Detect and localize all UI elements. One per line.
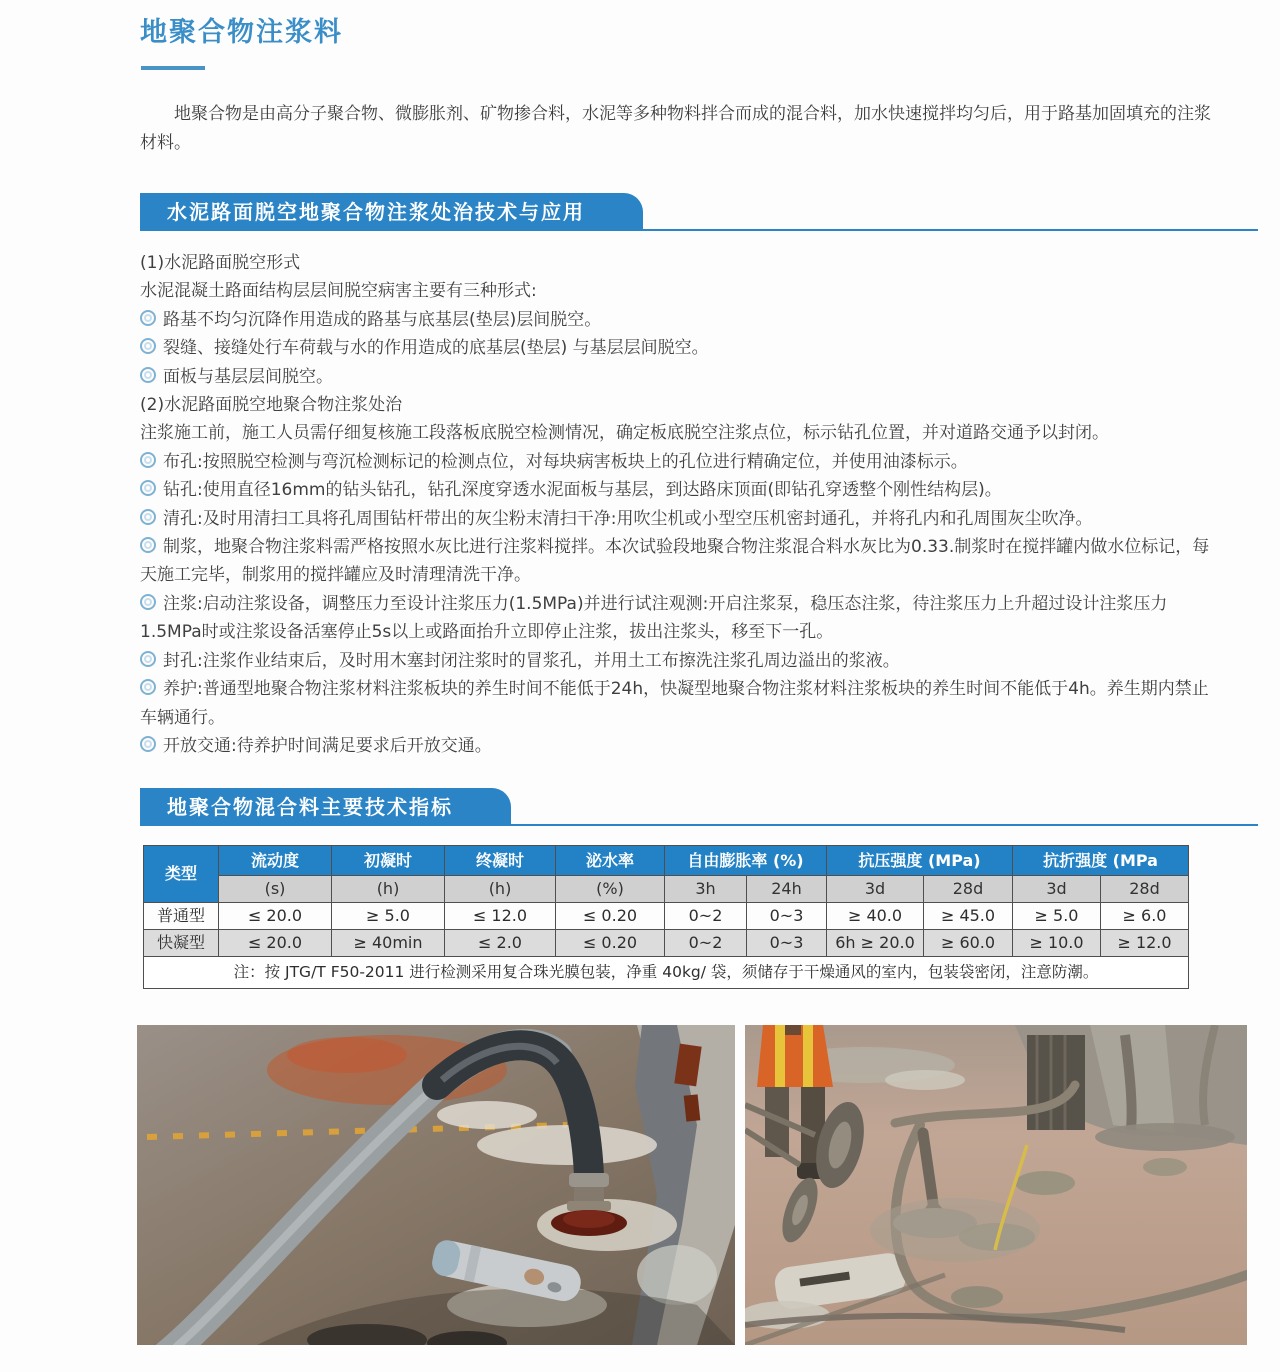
body-paragraph: 路基不均匀沉降作用造成的路基与底基层(垫层)层间脱空。: [140, 306, 1212, 334]
body-paragraph: (2)水泥路面脱空地聚合物注浆处治: [140, 395, 403, 416]
value-cell: ≥ 6.0: [1101, 903, 1189, 930]
value-cell: ≥ 5.0: [1013, 903, 1101, 930]
ring-bullet-icon: [140, 594, 156, 610]
value-cell: 0~3: [747, 903, 827, 930]
body-paragraph: (1)水泥路面脱空形式: [140, 253, 301, 273]
body-paragraph: 注浆:启动注浆设备，调整压力至设计注浆压力(1.5MPa)并进行试注观测:开启注浆泵，稳压态注浆，待注浆压力上升超过设计注浆压力1.5MPa时或注浆设备活塞停止5s以上或路面抬升立即停止注浆，拔出注浆头，移至下一孔。: [140, 593, 1168, 643]
section1-banner-line: [643, 229, 1258, 231]
value-cell: ≥ 40min: [332, 930, 445, 957]
col-subheader: (%): [556, 876, 665, 903]
ring-bullet-icon: [140, 480, 156, 496]
body-paragraph: 注浆施工前，施工人员需仔细复核施工段落板底脱空检测情况，确定板底脱空注浆点位，标示钻孔位置，并对道路交通予以封闭。: [140, 423, 1109, 444]
value-cell: ≤ 12.0: [445, 903, 556, 930]
section1-body: [140, 249, 1212, 760]
col-subheader: 3d: [1013, 876, 1101, 903]
col-subheader: (h): [445, 876, 556, 903]
ring-bullet-icon: [140, 338, 156, 354]
body-paragraph: 封孔:注浆作业结束后，及时用木塞封闭注浆时的冒浆孔，并用土工布擦洗注浆孔周边溢出的浆液。: [140, 647, 1212, 675]
value-cell: ≤ 0.20: [556, 930, 665, 957]
col-subheader: 24h: [747, 876, 827, 903]
ring-bullet-icon: [140, 736, 156, 752]
value-cell: 0~2: [665, 930, 747, 957]
body-paragraph: 开放交通:待养护时间满足要求后开放交通。: [140, 732, 1212, 760]
value-cell: 0~3: [747, 930, 827, 957]
value-cell: ≥ 45.0: [924, 903, 1013, 930]
col-header: 泌水率: [556, 846, 665, 876]
col-header: 自由膨胀率 (%): [665, 846, 827, 876]
col-header: 初凝时: [332, 846, 445, 876]
value-cell: ≤ 2.0: [445, 930, 556, 957]
section2-banner-row: [140, 788, 1258, 826]
value-cell: ≥ 12.0: [1101, 930, 1189, 957]
col-subheader: (h): [332, 876, 445, 903]
col-subheader: 28d: [1101, 876, 1189, 903]
col-subheader: (s): [219, 876, 332, 903]
col-subheader: 3d: [827, 876, 924, 903]
value-cell: 6h ≥ 20.0: [827, 930, 924, 957]
col-header-type: 类型: [144, 846, 219, 903]
value-cell: ≥ 40.0: [827, 903, 924, 930]
body-paragraph: 钻孔:使用直径16mm的钻头钻孔，钻孔深度穿透水泥面板与基层，到达路床顶面(即钻孔穿透整个刚性结构层)。: [140, 476, 1212, 504]
col-header: 流动度: [219, 846, 332, 876]
col-header: 终凝时: [445, 846, 556, 876]
ring-bullet-icon: [140, 452, 156, 468]
value-cell: ≥ 60.0: [924, 930, 1013, 957]
col-subheader: 28d: [924, 876, 1013, 903]
row-type: 快凝型: [144, 930, 219, 957]
body-paragraph: 清孔:及时用清扫工具将孔周围钻杆带出的灰尘粉末清扫干净:用吹尘机或小型空压机密封通孔，并将孔内和孔周围灰尘吹净。: [140, 505, 1212, 533]
title-underline: [141, 66, 205, 70]
col-header: 抗压强度 (MPa): [827, 846, 1013, 876]
ring-bullet-icon: [140, 367, 156, 383]
ring-bullet-icon: [140, 509, 156, 525]
section2-banner-line: [511, 824, 1258, 826]
value-cell: ≥ 5.0: [332, 903, 445, 930]
body-paragraph: 布孔:按照脱空检测与弯沉检测标记的检测点位，对每块病害板块上的孔位进行精确定位，并使用油漆标示。: [140, 448, 1212, 476]
ring-bullet-icon: [140, 310, 156, 326]
spec-table: [143, 845, 1189, 989]
section2-heading: 地聚合物混合料主要技术指标: [140, 788, 511, 826]
page-title: 地聚合物注浆料: [140, 17, 343, 48]
value-cell: ≤ 0.20: [556, 903, 665, 930]
body-paragraph: 制浆，地聚合物注浆料需严格按照水灰比进行注浆料搅拌。本次试验段地聚合物注浆混合料水灰比为0.33.制浆时在搅拌罐内做水位标记，每天施工完毕，制浆用的搅拌罐应及时清理清洗干净。: [140, 537, 1210, 586]
value-cell: ≤ 20.0: [219, 930, 332, 957]
table-note: 注：按 JTG/T F50-2011 进行检测采用复合珠光膜包装，净重 40kg/ 袋，须储存于干燥通风的室内，包装袋密闭，注意防潮。: [144, 957, 1189, 989]
construction-site-photo: [745, 1025, 1247, 1345]
section1-banner-row: [140, 193, 1258, 231]
body-paragraph: 面板与基层层间脱空。: [140, 363, 1212, 391]
row-type: 普通型: [144, 903, 219, 930]
body-paragraph: 水泥混凝土路面结构层层间脱空病害主要有三种形式:: [140, 281, 537, 302]
grouting-hose-photo: [137, 1025, 735, 1345]
col-subheader: 3h: [665, 876, 747, 903]
body-paragraph: 养护:普通型地聚合物注浆材料注浆板块的养生时间不能低于24h，快凝型地聚合物注浆材料注浆板块的养生时间不能低于4h。养生期内禁止车辆通行。: [140, 679, 1209, 728]
ring-bullet-icon: [140, 537, 156, 553]
ring-bullet-icon: [140, 679, 156, 695]
value-cell: ≤ 20.0: [219, 903, 332, 930]
section1-heading: 水泥路面脱空地聚合物注浆处治技术与应用: [140, 193, 643, 231]
intro-paragraph: 地聚合物是由高分子聚合物、微膨胀剂、矿物掺合料，水泥等多种物料拌合而成的混合料，加水快速搅拌均匀后，用于路基加固填充的注浆材料。: [140, 104, 1211, 153]
col-header: 抗折强度 (MPa: [1013, 846, 1189, 876]
body-paragraph: 裂缝、接缝处行车荷载与水的作用造成的底基层(垫层) 与基层层间脱空。: [140, 334, 1212, 362]
value-cell: 0~2: [665, 903, 747, 930]
ring-bullet-icon: [140, 651, 156, 667]
value-cell: ≥ 10.0: [1013, 930, 1101, 957]
